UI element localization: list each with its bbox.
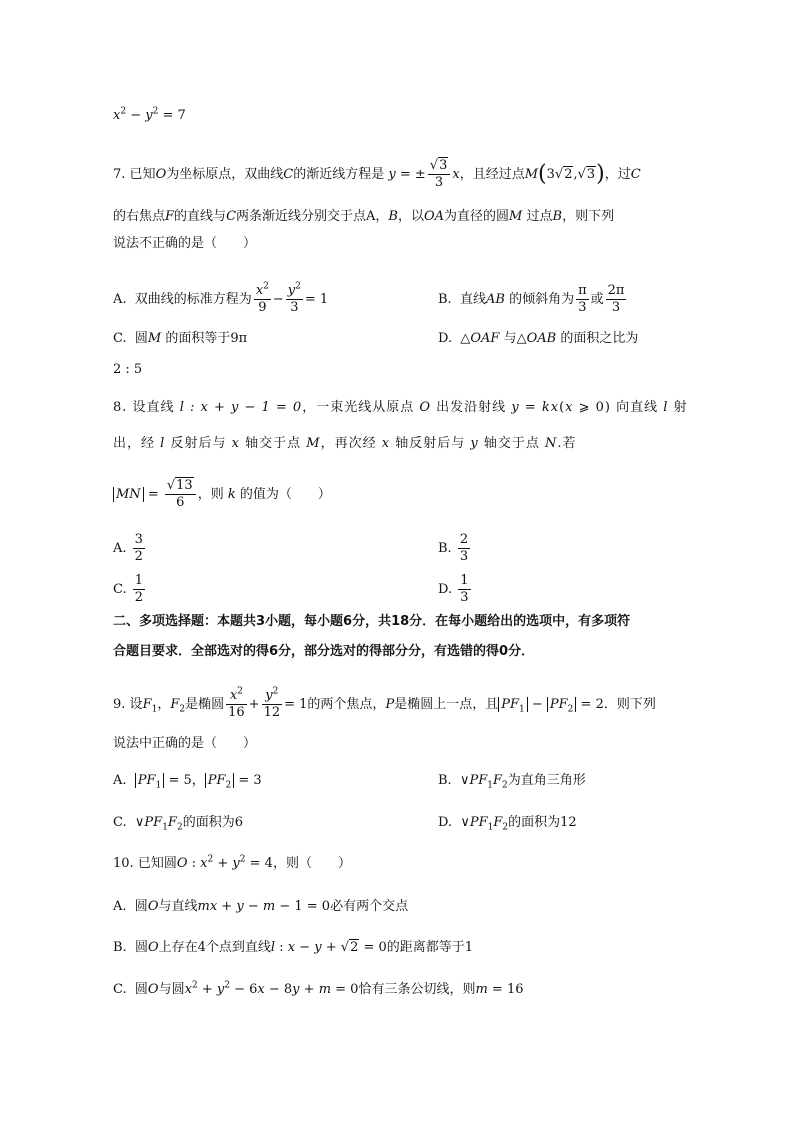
q9-option-a: A. $PF_1 = 5$， $PF_2 = 3$: [113, 773, 262, 791]
q10-line1: 10. 已知圆O : $x^2 + y^2 = 4$，则（ ）: [113, 854, 351, 871]
q7-option-b: B. 直线AB 的倾斜角为 $\frac{\pi}{3}$ 或 $\frac{2\pi}{3}$: [438, 283, 625, 315]
q8-option-b: B. $\frac{2}{3}$: [438, 532, 469, 564]
q9-line2: 说法中正确的是（ ）: [113, 736, 257, 751]
q8-line1: 8. 设直线 l : x + y − 1 = 0，一束光线从原点 O 出发沿射线 y = kx(x ⩾ 0) 向直线 l 射: [113, 400, 688, 415]
q7-line3: 说法不正确的是（ ）: [113, 236, 257, 251]
q7-option-d: D. △OAF 与△OAB 的面积之比为: [438, 331, 639, 346]
q7-line2: 的右焦点F的直线与C两条渐近线分别交于点A，B，以OA为直径的圆M 过点B，则下列: [113, 209, 615, 224]
q9-option-d: D. $\vee PF_1F_2$的面积为12: [438, 815, 577, 833]
q10-option-a: A. 圆O与直线mx + y − m − 1 = 0必有两个交点: [113, 899, 409, 914]
q8-option-a: A. $\frac{3}{2}$: [113, 532, 143, 564]
top-equation: $x^2 - y^2 = 7$: [113, 106, 186, 123]
q7-option-c: C. 圆M 的面积等于9π: [113, 331, 248, 346]
q9-line1: 9. 设$F_1$，$F_2$是椭圆 $\frac{x^2}{16}$ + $\frac{y^2}{12}$ = 1的两个焦点，P是椭圆上一点，且 $PF_1 - PF_2 = 2$．则下列: [113, 686, 656, 720]
section2-header-line1: 二、多项选择题：本题共3小题，每小题6分，共18分．在每小题给出的选项中，有多项符: [113, 614, 631, 629]
asymptote-fraction: $\frac{√3}{3}$: [428, 158, 451, 191]
q8-line2: 出，经 l 反射后与 x 轴交于点 M，再次经 x 轴反射后与 y 轴交于点 N.若: [113, 436, 577, 451]
q7-option-a: A. 双曲线的标准方程为 $\frac{x^2}{9}$ − $\frac{y^2}{3}$ = 1: [113, 281, 329, 315]
q8-line3: MN = $\frac{√13}{6}$ ，则 k 的值为（ ）: [113, 478, 682, 511]
q10-option-b: B. 圆O上存在4个点到直线l : x − y + √2 = 0的距离都等于1: [113, 940, 474, 955]
q9-option-c: C. $\vee PF_1F_2$的面积为6: [113, 815, 243, 833]
q10-option-c: C. 圆O与圆$x^2 + y^2 - 6x - 8y + m = 0$恰有三条公切线，则m = 16: [113, 980, 524, 997]
q7-line1: 7. 已知O为坐标原点，双曲线C的渐近线方程是 y = ± $\frac{√3}{3}$ x，且经过点M(3√2,√3)，过C: [113, 158, 641, 190]
q9-option-b: B. $\vee PF_1F_2$为直角三角形: [438, 773, 586, 791]
q7-option-d-ratio: 2 : 5: [113, 362, 143, 377]
q7-number: 7.: [113, 167, 126, 182]
section2-header-line2: 合题目要求．全部选对的得6分，部分选对的得部分分，有选错的得0分．: [113, 644, 535, 659]
q8-option-d: D. $\frac{1}{3}$: [438, 573, 469, 605]
q8-option-c: C. $\frac{1}{2}$: [113, 573, 144, 605]
